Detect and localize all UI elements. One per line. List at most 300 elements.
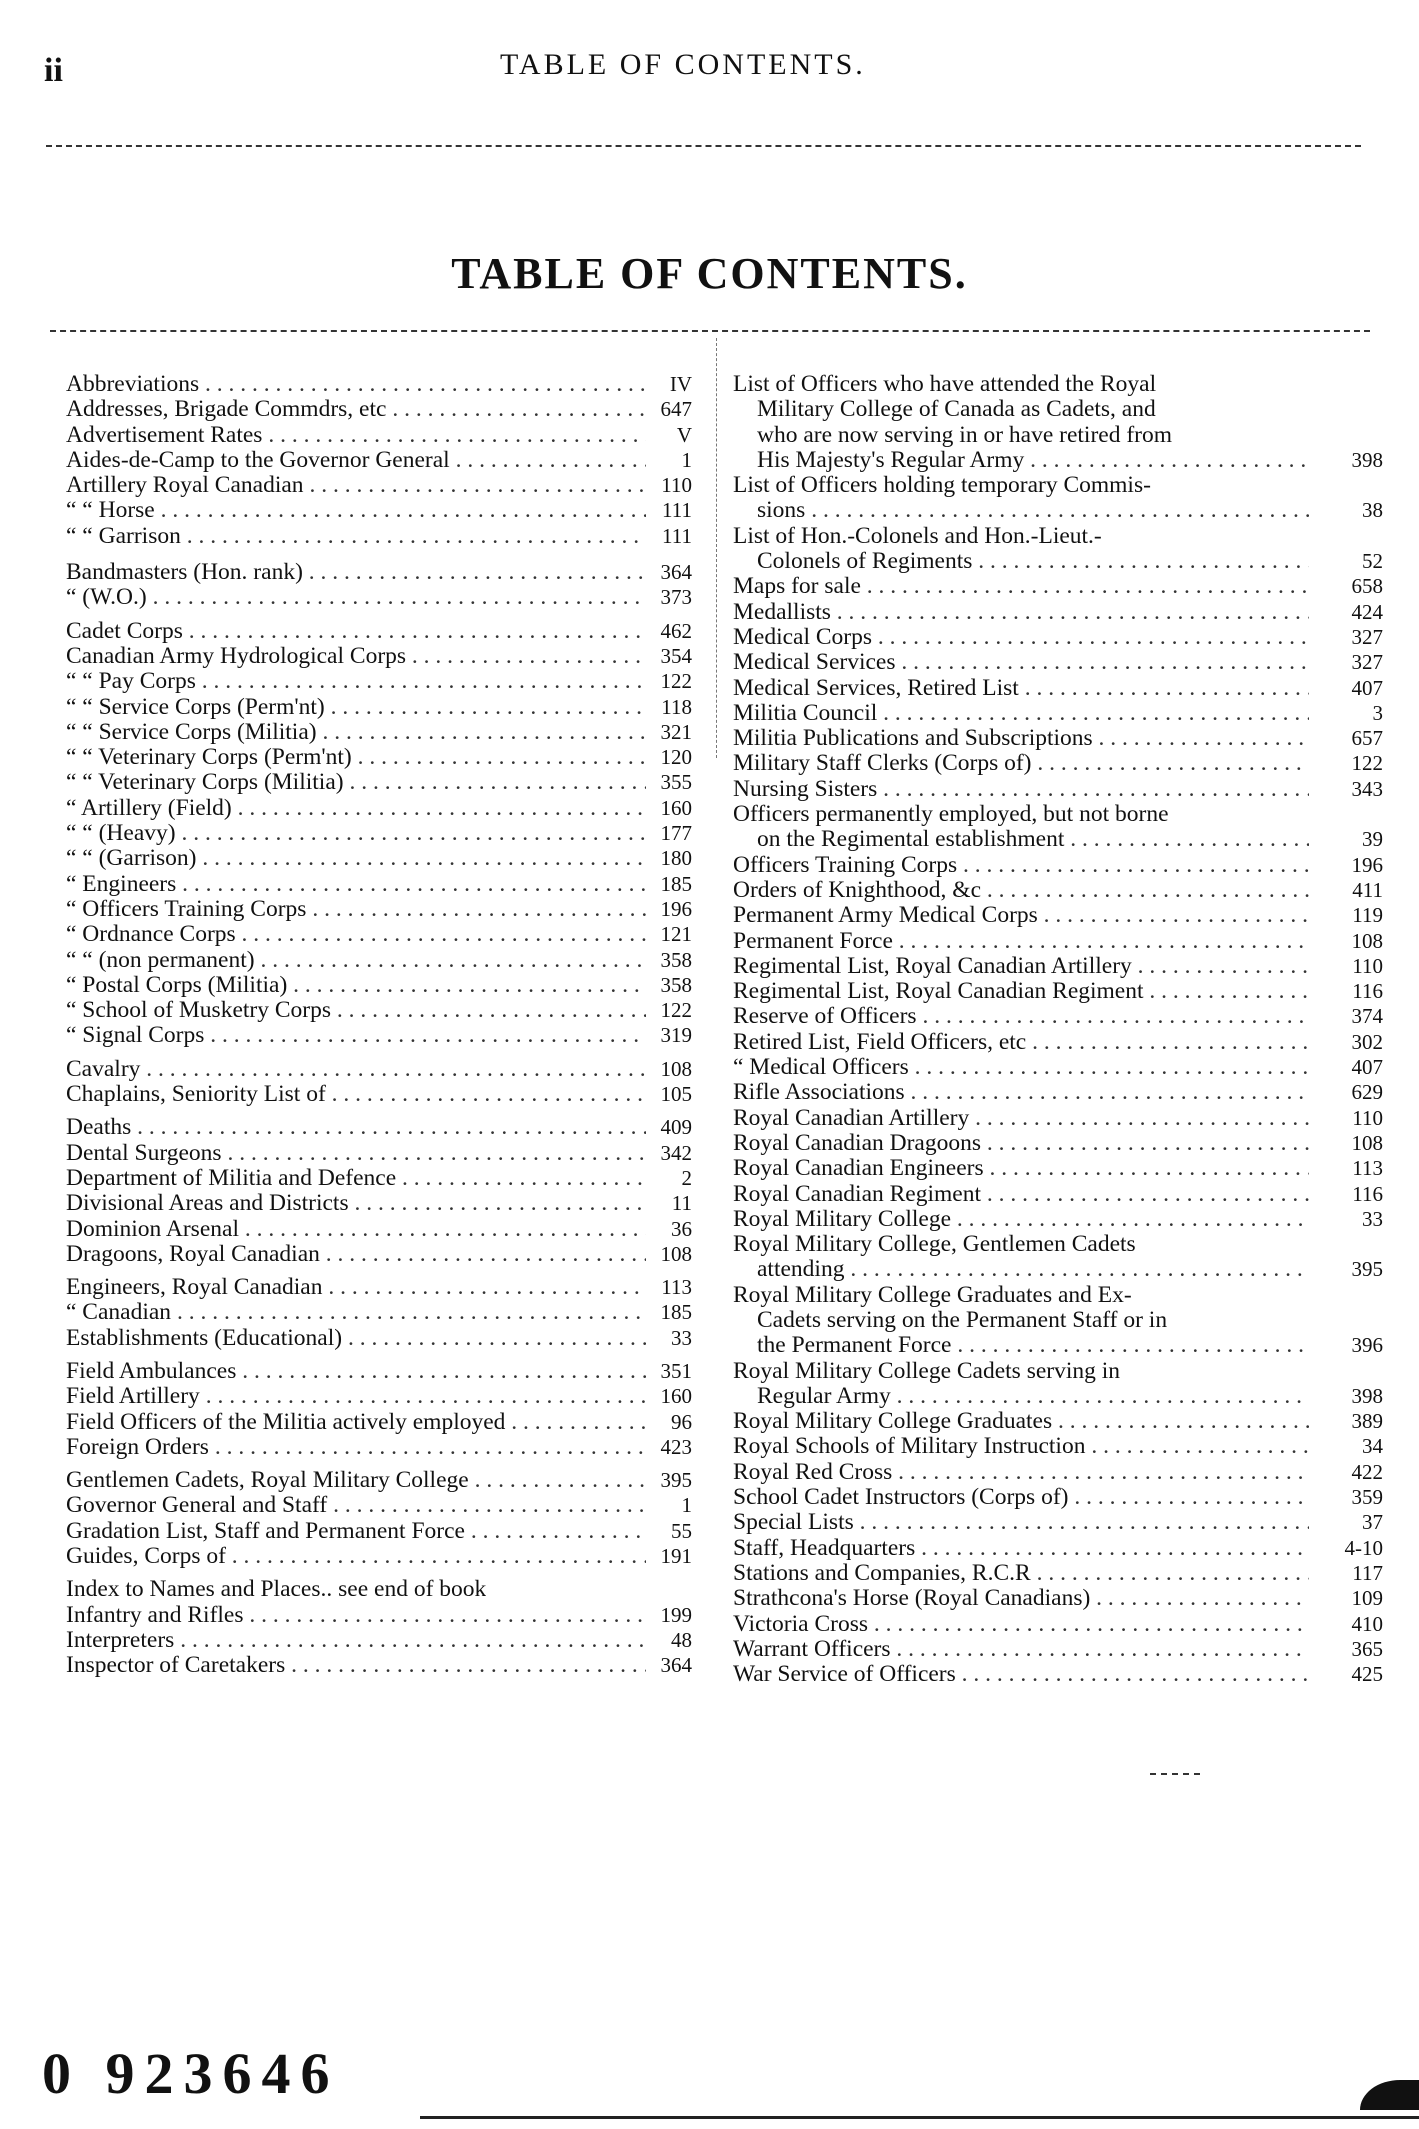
toc-entry-page: 647 [660,397,692,422]
toc-entry-page: 110 [1352,1105,1383,1130]
toc-entry-title-line: who are now serving in or have retired from [757,422,1173,448]
toc-entry-title-line: List of Hon.-Colonels and Hon.-Lieut.- [733,523,1102,549]
toc-entry-title-line: Colonels of Regiments . . . [733,549,1309,574]
toc-entry [66,1577,700,1602]
toc-entry [66,695,700,720]
toc-entry-title-line: List of Officers who have attended the Royal [733,372,1157,397]
toc-entry-page: 122 [660,998,692,1023]
toc-entry-title: Bandmasters (Hon. rank) . . . [66,560,646,585]
toc-entry-title-line: Royal Military College, Gentlemen Cadets [733,1232,1136,1258]
toc-entry-page: 395 [1351,1257,1383,1282]
toc-entry [733,751,1383,776]
toc-entry-title: “ “ Pay Corps . . . [66,669,646,694]
toc-entry [66,1468,700,1493]
toc-entry-title [733,473,1309,524]
toc-entry-title: “ Signal Corps . . . [66,1023,646,1048]
toc-entry-title: Canadian Army Hydrological Corps . . . [66,644,646,669]
toc-entry-title: Permanent Army Medical Corps . . . [733,903,1309,928]
toc-entry-title [733,802,1309,853]
toc-entry [733,600,1383,625]
toc-entry-title: Warrant Officers . . . [733,1637,1309,1662]
toc-entry [733,1080,1383,1105]
toc-entry-title: “ “ (non permanent) . . . [66,948,646,973]
contents-right-column [733,372,1383,1687]
toc-entry [66,644,700,669]
toc-entry-page: 658 [1351,574,1383,599]
toc-entry-title: Special Lists . . . [733,1510,1309,1535]
toc-entry-title: Royal Canadian Engineers . . . [733,1156,1309,1181]
toc-entry-page: 108 [1351,928,1383,953]
toc-entry-title: Dental Surgeons . . . [66,1141,646,1166]
toc-entry [66,1628,700,1653]
toc-entry-page: 358 [660,947,692,972]
toc-entry-title: Medallists . . . [733,600,1309,625]
toc-entry-page: 351 [660,1358,692,1383]
toc-entry-title: Engineers, Royal Canadian . . . [66,1275,646,1300]
toc-entry [66,1166,700,1191]
toc-entry [733,372,1383,473]
toc-entry-title: Chaplains, Seniority List of . . . [66,1082,646,1107]
toc-entry-title: “ Ordnance Corps . . . [66,922,646,947]
toc-entry-page: 327 [1351,624,1383,649]
toc-entry-page: 160 [660,795,692,820]
toc-entry-page: 373 [660,585,692,610]
toc-entry-page: 398 [1351,1383,1383,1408]
toc-entry-page: 108 [660,1056,692,1081]
toc-entry [66,448,700,473]
bottom-rule [420,2116,1419,2119]
toc-entry-page: 113 [661,1275,692,1300]
toc-entry-page: 109 [1351,1586,1383,1611]
toc-entry-page: 1 [681,447,692,472]
toc-entry-page: 177 [660,821,692,846]
toc-entry-title: Royal Military College . . . [733,1207,1309,1232]
toc-entry [66,1519,700,1544]
toc-entry [66,669,700,694]
toc-entry-page: 354 [660,643,692,668]
toc-entry-page: 302 [1351,1029,1383,1054]
toc-entry-title: Staff, Headquarters . . . [733,1536,1309,1561]
toc-entry-title: Department of Militia and Defence . . . [66,1166,646,1191]
toc-entry [66,524,700,549]
toc-entry [66,1141,700,1166]
toc-entry [66,1057,700,1082]
toc-entry [66,821,700,846]
toc-entry [66,1435,700,1460]
toc-entry [66,1603,700,1628]
toc-entry-title-line: on the Regimental establishment . . . [733,827,1309,852]
toc-entry-page: 319 [660,1023,692,1048]
toc-entry [66,1082,700,1107]
toc-entry-page: 121 [660,922,692,947]
toc-entry-title: “ “ Service Corps (Perm'nt) . . . [66,695,646,720]
page-title: TABLE OF CONTENTS. [451,249,968,298]
toc-entry-page: 629 [1351,1080,1383,1105]
toc-entry-title-line: List of Officers holding temporary Commis- [733,473,1151,499]
toc-entry-title: Guides, Corps of . . . [66,1544,646,1569]
bottom-divider [1150,1773,1200,1775]
toc-entry-title: Royal Canadian Artillery . . . [733,1106,1309,1131]
toc-entry-page: 398 [1351,447,1383,472]
toc-entry-page: 342 [660,1140,692,1165]
toc-entry [733,1232,1383,1283]
toc-entry [66,1544,700,1569]
toc-entry-page: 358 [660,972,692,997]
toc-entry [66,560,700,585]
toc-entry-page: 160 [660,1384,692,1409]
toc-entry-page: 462 [660,618,692,643]
toc-entry [733,1485,1383,1510]
toc-entry-page: 424 [1351,599,1383,624]
toc-entry-title: “ “ Veterinary Corps (Perm'nt) . . . [66,745,646,770]
toc-entry-page: 39 [1362,827,1383,852]
toc-entry-title: “ “ Service Corps (Militia) . . . [66,720,646,745]
toc-entry-title: Foreign Orders . . . [66,1435,646,1460]
toc-entry-title-line: attending . . . [733,1257,1309,1282]
toc-entry-title: Maps for sale . . . [733,574,1309,599]
toc-entry-page: 48 [671,1627,692,1652]
toc-entry [733,1131,1383,1156]
toc-entry-page: 38 [1362,498,1383,523]
toc-entry [66,998,700,1023]
toc-entry-title: Medical Corps . . . [733,625,1309,650]
toc-entry-title: Gradation List, Staff and Permanent Force . . . [66,1519,646,1544]
toc-entry [66,585,700,610]
toc-entry-page: 119 [1352,903,1383,928]
toc-entry-title: “ Medical Officers . . . [733,1055,1309,1080]
toc-entry [733,1207,1383,1232]
toc-entry-title: Stations and Companies, R.C.R . . . [733,1561,1309,1586]
toc-entry [66,948,700,973]
toc-entry-title: Strathcona's Horse (Royal Canadians) . . . [733,1586,1309,1611]
toc-entry-title: Militia Council . . . [733,701,1309,726]
toc-entry [66,897,700,922]
toc-entry [733,979,1383,1004]
toc-entry-title-line: His Majesty's Regular Army . . . [733,448,1309,473]
toc-entry [733,1586,1383,1611]
toc-entry [733,1156,1383,1181]
toc-entry-title-line: Royal Military College Cadets serving in [733,1358,1121,1384]
toc-entry-title: Governor General and Staff . . . [66,1493,646,1518]
toc-entry [733,574,1383,599]
toc-entry [66,973,700,998]
toc-entry-page: 105 [660,1082,692,1107]
toc-entry-title: “ “ (Garrison) . . . [66,846,646,871]
toc-entry [66,1359,700,1384]
toc-entry [66,1384,700,1409]
contents-left-column [66,372,700,1679]
toc-entry-title: Medical Services, Retired List . . . [733,676,1309,701]
stamp-number: 0 923646 [42,2041,340,2106]
toc-entry-page: 425 [1351,1662,1383,1687]
toc-entry [733,1612,1383,1637]
toc-entry-title: Addresses, Brigade Commdrs, etc . . . [66,397,646,422]
toc-entry-page: 422 [1351,1459,1383,1484]
toc-entry-title: Orders of Knighthood, &c . . . [733,878,1309,903]
toc-entry [733,903,1383,928]
toc-entry-title: Regimental List, Royal Canadian Artillery . . . [733,954,1309,979]
toc-entry [733,1460,1383,1485]
toc-entry-title-line: Royal Military College Graduates and Ex- [733,1282,1132,1308]
toc-entry [66,1300,700,1325]
toc-entry-page: 410 [1351,1611,1383,1636]
toc-entry [66,1653,700,1678]
toc-entry-title-line: the Permanent Force . . . [733,1333,1309,1358]
toc-entry [66,1217,700,1242]
toc-entry-page: 185 [660,871,692,896]
toc-entry-page: 96 [671,1409,692,1434]
toc-entry [733,1510,1383,1535]
toc-entry [66,372,700,397]
toc-entry-title: “ “ Horse . . . [66,498,646,523]
toc-entry-page: 180 [660,846,692,871]
toc-entry-title: “ Officers Training Corps . . . [66,897,646,922]
toc-entry-title-line: Military College of Canada as Cadets, and [757,397,1156,423]
toc-entry-title: Royal Red Cross . . . [733,1460,1309,1485]
toc-entry-page: 120 [660,745,692,770]
toc-entry-page: 321 [660,719,692,744]
toc-entry-page: 110 [1352,953,1383,978]
toc-entry [733,1561,1383,1586]
toc-entry [66,1023,700,1048]
toc-entry-page: 1 [681,1493,692,1518]
toc-entry-title: Dominion Arsenal . . . [66,1217,646,1242]
toc-entry [733,878,1383,903]
header-divider [46,145,1361,147]
toc-entry [733,1106,1383,1131]
toc-entry-page: 33 [671,1325,692,1350]
toc-entry-title: Royal Canadian Regiment . . . [733,1182,1309,1207]
toc-entry [733,1004,1383,1029]
toc-entry [66,745,700,770]
toc-entry [66,770,700,795]
running-title: TABLE OF CONTENTS. [500,48,866,81]
toc-entry [733,954,1383,979]
toc-entry-title: “ Engineers . . . [66,872,646,897]
toc-entry-page: 364 [660,560,692,585]
toc-entry-title: Gentlemen Cadets, Royal Military College . . . [66,1468,646,1493]
toc-entry-page: 396 [1351,1333,1383,1358]
toc-entry [733,625,1383,650]
toc-entry-title-line: sions . . . [733,498,1309,523]
toc-entry-page: 343 [1351,776,1383,801]
page-number: ii [44,52,63,89]
toc-entry-title [733,1359,1309,1410]
toc-entry-title: Interpreters . . . [66,1628,646,1653]
toc-entry-page: 122 [660,669,692,694]
toc-entry-page: 3 [1372,700,1383,725]
toc-entry-title: Medical Services . . . [733,650,1309,675]
toc-entry-title: “ Artillery (Field) . . . [66,796,646,821]
toc-entry-title: “ “ Veterinary Corps (Militia) . . . [66,770,646,795]
toc-entry [733,701,1383,726]
toc-entry-page: 185 [660,1300,692,1325]
toc-entry-page: 423 [660,1434,692,1459]
toc-entry-title: Deaths . . . [66,1115,646,1140]
toc-entry-title: Abbreviations . . . [66,372,646,397]
toc-entry-title: Cadet Corps . . . [66,619,646,644]
toc-entry-page: 199 [660,1602,692,1627]
toc-entry-title: Nursing Sisters . . . [733,777,1309,802]
toc-entry-page: 389 [1351,1409,1383,1434]
toc-entry-page: 55 [671,1518,692,1543]
toc-entry-title: Dragoons, Royal Canadian . . . [66,1242,646,1267]
toc-entry [733,676,1383,701]
toc-entry-title: Reserve of Officers . . . [733,1004,1309,1029]
toc-entry-title: Officers Training Corps . . . [733,853,1309,878]
toc-entry-page: 37 [1362,1510,1383,1535]
toc-entry-page: 355 [660,770,692,795]
toc-entry [66,498,700,523]
toc-entry-page: 407 [1351,1055,1383,1080]
toc-entry [733,1055,1383,1080]
toc-entry-page: 196 [1351,852,1383,877]
toc-entry-page: 113 [1352,1156,1383,1181]
toc-entry [733,726,1383,751]
toc-entry [733,1283,1383,1359]
toc-entry-title: Retired List, Field Officers, etc . . . [733,1030,1309,1055]
toc-entry-page: 2 [681,1165,692,1190]
title-divider [50,330,1370,332]
toc-entry-title-line: Cadets serving on the Permanent Staff or in [757,1307,1168,1333]
toc-entry-page: 196 [660,896,692,921]
toc-entry-title: Divisional Areas and Districts . . . [66,1191,646,1216]
toc-entry-page: 365 [1351,1636,1383,1661]
toc-entry-page: 111 [662,498,692,523]
toc-entry [66,846,700,871]
toc-entry [66,397,700,422]
toc-entry [66,1410,700,1435]
toc-entry-title: Establishments (Educational) . . . [66,1326,646,1351]
toc-entry-page: 364 [660,1653,692,1678]
toc-entry [733,777,1383,802]
toc-entry-title: War Service of Officers . . . [733,1662,1309,1687]
toc-entry-title: Field Artillery . . . [66,1384,646,1409]
toc-entry [733,1662,1383,1687]
toc-entry-title: Field Ambulances . . . [66,1359,646,1384]
toc-entry [66,1275,700,1300]
toc-entry [733,853,1383,878]
toc-entry-page: 108 [1351,1130,1383,1155]
toc-entry-page: 110 [661,473,692,498]
toc-entry [66,720,700,745]
toc-entry-page: 657 [1351,726,1383,751]
toc-entry-title: Index to Names and Places.. see end of book [66,1577,487,1603]
toc-entry-title: “ “ (Heavy) . . . [66,821,646,846]
toc-entry [733,929,1383,954]
toc-entry [66,1115,700,1140]
column-divider [716,338,717,758]
toc-entry-title [733,372,1309,473]
toc-entry-title: Rifle Associations . . . [733,1080,1309,1105]
toc-entry [66,1242,700,1267]
toc-entry [66,1191,700,1216]
toc-entry-title: “ School of Musketry Corps . . . [66,998,646,1023]
toc-entry-page: 33 [1362,1206,1383,1231]
toc-entry [733,473,1383,524]
toc-entry-title: Royal Schools of Military Instruction . . . [733,1434,1309,1459]
toc-entry-page: 116 [1352,1181,1383,1206]
toc-entry-title: Inspector of Caretakers . . . [66,1653,646,1678]
toc-entry-page: V [676,422,692,447]
toc-entry-title: Field Officers of the Militia actively employed . . . [66,1410,646,1435]
toc-entry [733,1409,1383,1434]
toc-entry [66,1493,700,1518]
toc-entry [66,619,700,644]
toc-entry-page: 122 [1351,751,1383,776]
toc-entry-page: 411 [1352,877,1383,902]
toc-entry-page: 395 [660,1468,692,1493]
toc-entry-page: 36 [671,1216,692,1241]
toc-entry-page: IV [669,372,692,396]
toc-entry-title-line: Regular Army . . . [733,1384,1309,1409]
toc-entry [733,1536,1383,1561]
toc-entry-title: Victoria Cross . . . [733,1612,1309,1637]
toc-entry-title: Royal Military College Graduates . . . [733,1409,1309,1434]
toc-entry-page: 118 [661,694,692,719]
toc-entry-page: 117 [1352,1560,1383,1585]
toc-entry-page: 191 [660,1544,692,1569]
toc-entry-title: Aides-de-Camp to the Governor General . . . [66,448,646,473]
toc-entry-title: Royal Canadian Dragoons . . . [733,1131,1309,1156]
toc-entry-page: 359 [1351,1485,1383,1510]
page-edge-mark [1360,2080,1419,2110]
toc-entry-title-line: Officers permanently employed, but not borne [733,802,1169,828]
toc-entry-title: Artillery Royal Canadian . . . [66,473,646,498]
toc-entry-title: Infantry and Rifles . . . [66,1603,646,1628]
toc-entry-title: Military Staff Clerks (Corps of) . . . [733,751,1309,776]
toc-entry-title: Permanent Force . . . [733,929,1309,954]
toc-entry [733,1434,1383,1459]
toc-entry-page: 11 [671,1191,692,1216]
toc-entry-page: 108 [660,1241,692,1266]
toc-entry [733,1637,1383,1662]
toc-entry-title: “ “ Garrison . . . [66,524,646,549]
toc-entry [733,1030,1383,1055]
toc-entry-page: 111 [662,523,692,548]
toc-entry-title: “ Canadian . . . [66,1300,646,1325]
toc-entry [733,650,1383,675]
toc-entry-title: School Cadet Instructors (Corps of) . . . [733,1485,1309,1510]
toc-entry-title [733,524,1309,575]
toc-entry-title [733,1232,1309,1283]
toc-entry-page: 407 [1351,675,1383,700]
toc-entry [733,1182,1383,1207]
toc-entry [66,473,700,498]
toc-entry-title: Militia Publications and Subscriptions . . . [733,726,1309,751]
toc-entry-title: Regimental List, Royal Canadian Regiment . . . [733,979,1309,1004]
toc-entry-page: 4-10 [1344,1535,1383,1560]
toc-entry-title: “ (W.O.) . . . [66,585,646,610]
toc-entry [66,922,700,947]
toc-entry [733,524,1383,575]
toc-entry-title [733,1283,1309,1359]
toc-entry-page: 327 [1351,650,1383,675]
toc-entry-title: Cavalry . . . [66,1057,646,1082]
toc-entry-page: 409 [660,1115,692,1140]
toc-entry-page: 116 [1352,979,1383,1004]
toc-entry-title: Advertisement Rates . . . [66,423,646,448]
toc-entry [66,1326,700,1351]
toc-entry [66,796,700,821]
toc-entry-page: 52 [1362,549,1383,574]
toc-entry [66,423,700,448]
toc-entry-page: 374 [1351,1004,1383,1029]
toc-entry [733,1359,1383,1410]
toc-entry [733,802,1383,853]
toc-entry-title: “ Postal Corps (Militia) . . . [66,973,646,998]
toc-entry-page: 34 [1362,1434,1383,1459]
